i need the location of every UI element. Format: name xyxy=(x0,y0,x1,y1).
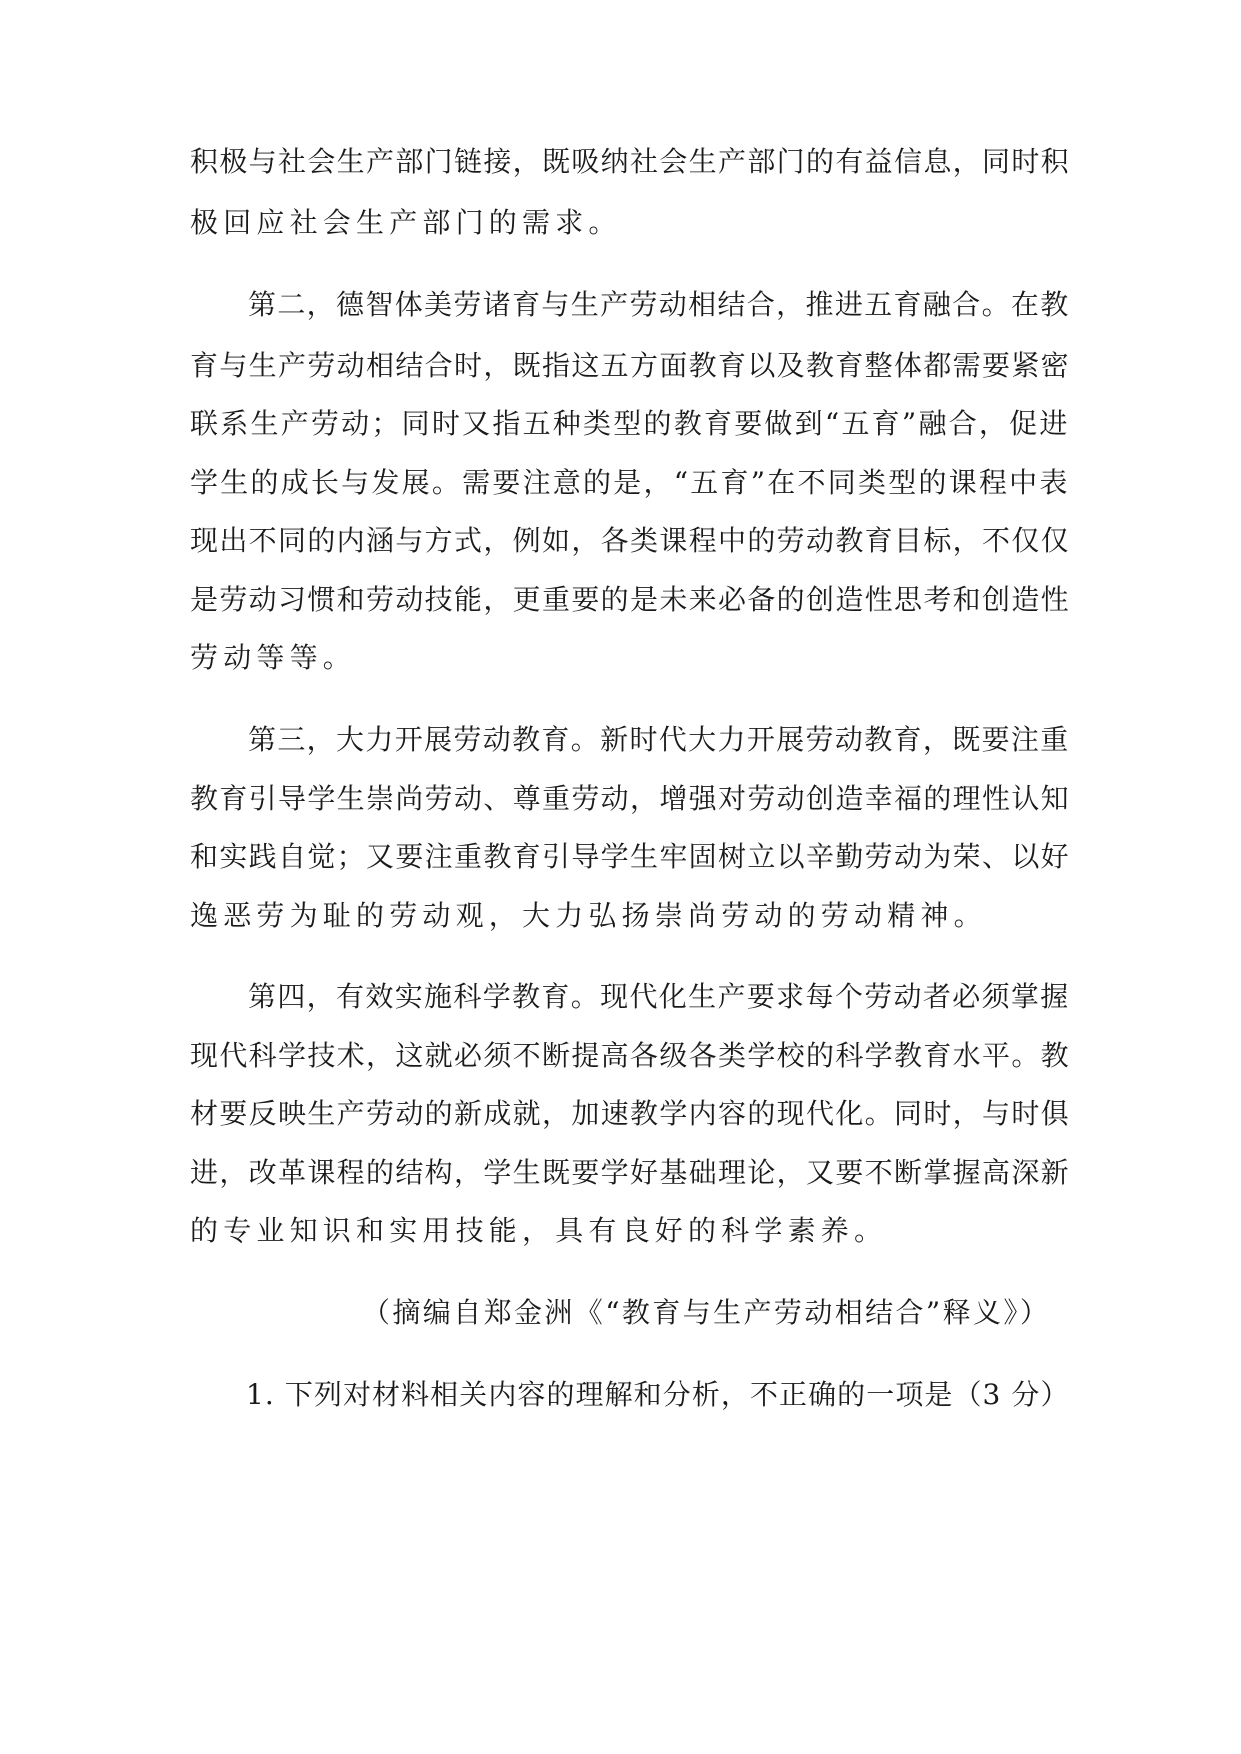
paragraph-2-line-1: 第二，德智体美劳诸育与生产劳动相结合，推进五育融合。在教 xyxy=(248,288,1070,321)
paragraph-3-line-2: 教育引导学生崇尚劳动、尊重劳动，增强对劳动创造幸福的理性认知 xyxy=(190,782,1071,815)
paragraph-1-line-1: 积极与社会生产部门链接，既吸纳社会生产部门的有益信息，同时积 xyxy=(190,145,1071,178)
paragraph-2-line-6: 是劳动习惯和劳动技能，更重要的是未来必备的创造性思考和创造性 xyxy=(190,583,1071,616)
paragraph-3-line-3: 和实践自觉；又要注重教育引导学生牢固树立以辛勤劳动为荣、以好 xyxy=(190,840,1071,873)
paragraph-3-line-4: 逸恶劳为耻的劳动观，大力弘扬崇尚劳动的劳动精神。 xyxy=(190,899,987,932)
paragraph-1-line-2: 极回应社会生产部门的需求。 xyxy=(190,206,622,239)
question-1: 1. 下列对材料相关内容的理解和分析，不正确的一项是（3 分） xyxy=(246,1378,1070,1411)
paragraph-4-line-2: 现代科学技术，这就必须不断提高各级各类学校的科学教育水平。教 xyxy=(190,1039,1071,1072)
paragraph-2-line-7: 劳动等等。 xyxy=(190,641,357,674)
paragraph-4-line-5: 的专业知识和实用技能，具有良好的科学素养。 xyxy=(190,1214,888,1247)
paragraph-2-line-4: 学生的成长与发展。需要注意的是，“五育”在不同类型的课程中表 xyxy=(190,466,1070,499)
paragraph-2-line-5: 现出不同的内涵与方式，例如，各类课程中的劳动教育目标，不仅仅 xyxy=(190,524,1071,557)
paragraph-4-line-4: 进，改革课程的结构，学生既要学好基础理论，又要不断掌握高深新 xyxy=(190,1156,1071,1189)
source-citation: （摘编自郑金洲《“教育与生产劳动相结合”释义》） xyxy=(362,1296,1051,1329)
paragraph-2-line-3: 联系生产劳动；同时又指五种类型的教育要做到“五育”融合，促进 xyxy=(190,407,1070,440)
paragraph-3-line-1: 第三，大力开展劳动教育。新时代大力开展劳动教育，既要注重 xyxy=(248,723,1070,756)
paragraph-4-line-3: 材要反映生产劳动的新成就，加速教学内容的现代化。同时，与时俱 xyxy=(190,1097,1071,1130)
paragraph-4-line-1: 第四，有效实施科学教育。现代化生产要求每个劳动者必须掌握 xyxy=(248,980,1070,1013)
paragraph-2-line-2: 育与生产劳动相结合时，既指这五方面教育以及教育整体都需要紧密 xyxy=(190,349,1071,382)
